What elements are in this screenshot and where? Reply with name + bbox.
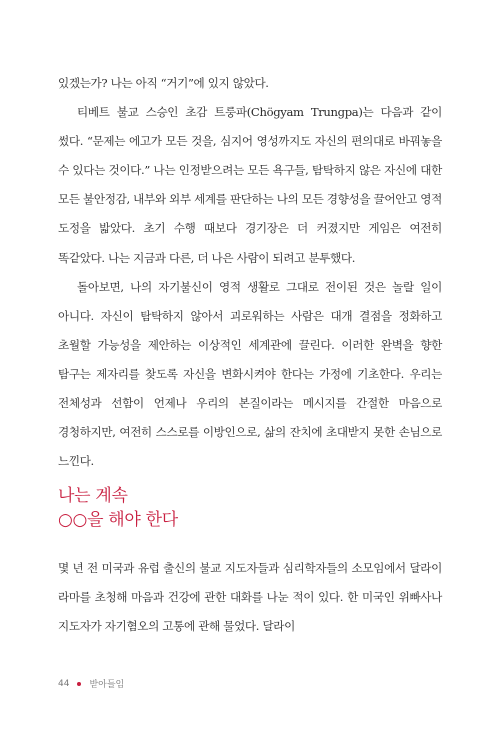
paragraph: 몇 년 전 미국과 유럽 출신의 불교 지도자들과 심리학자들의 소모임에서 달라이 라마를 초청해 마음과 건강에 관한 대화를 나눈 적이 있다. 한 미국인 위빠사나 지도자가 자기혐오의 고통에 관해 물었다. 달라이 [58,561,442,634]
page-footer [58,677,124,690]
bullet-dot-icon [77,682,81,686]
paragraph: 있겠는가? 나는 아직 “거기”에 있지 않았다. [58,76,269,90]
section-heading-line2: ○○을 해야 한다 [58,510,178,530]
section-heading-line1: 나는 계속 [58,486,128,506]
page-number: 44 [58,678,70,689]
book-title: 받아들임 [89,680,125,690]
body-text-top [58,69,442,476]
paragraph: 티베트 불교 스승인 초감 트룽파(Chögyam Trungpa)는 다음과 같이 썼다. “문제는 에고가 모든 것을, 심지어 영성까지도 자신의 편의대로 바꿔놓을 수 있다는 것이다.” 나는 인정받으려는 모든 욕구들, 탐탁하지 않은 자신에 대한 모든 불안정감, 내부와 외부 세계를 판단하는 나의 모든 경향성을 끌어안고 영적 도정을 밟았다. 초기 수행 때보다 경기장은 더 커졌지만 게임은 여전히 똑같았다. 나는 지금과 다른, 더 나은 사람이 되려고 분투했다. [58,105,442,265]
paragraph: 돌아보면, 나의 자기불신이 영적 생활로 그대로 전이된 것은 놀랄 일이 아니다. 자신이 탐탁하지 않아서 괴로워하는 사람은 대개 결점을 정화하고 초월할 가능성을 제안하는 이상적인 세계관에 끌린다. 이러한 완벽을 향한 탐구는 제자리를 찾도록 자신을 변화시켜야 한다는 가정에 기초한다. 우리는 전체성과 선함이 언제나 우리의 본질이라는 메시지를 간절한 마음으로 경청하지만, 여전히 스스로를 이방인으로, 삶의 잔치에 초대받지 못한 손님으로 느낀다. [58,279,442,469]
body-text-bottom [58,554,442,641]
